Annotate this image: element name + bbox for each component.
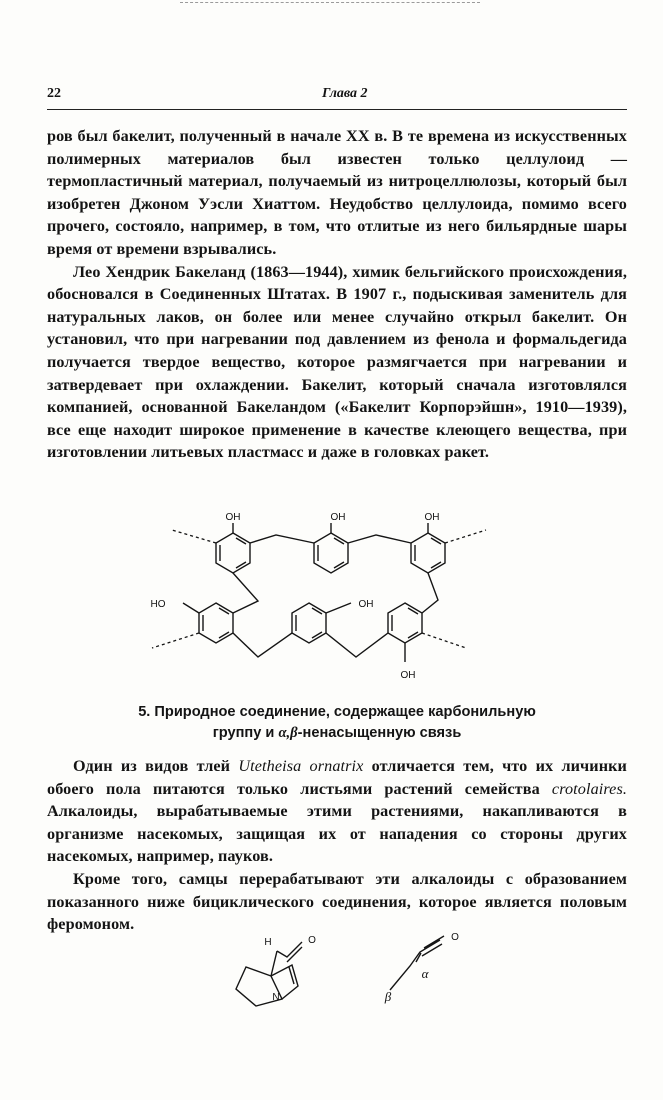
pheromone-structures-figure <box>0 925 663 1025</box>
label-beta: β <box>384 989 392 1004</box>
label-o2: O <box>451 932 459 943</box>
p3-mid: отличается тем, что их личинки обоего пола питаются только листьями растений семейства <box>47 757 627 798</box>
paragraph-baekeland: Лео Хендрик Бакеланд (1863—1944), химик бельгийского происхождения, обосновался в Соединенных Штатах. В 1907 г., подыскивая заменитель для натуральных лаков, он более или менее случайно открыл бакелит. Он установил, что при нагревании под давлением из фенола и формальдегида получается твердое вещество, которое размягчается при нагревании и затвердевает при охлаждении. Бакелит, который сначала изготовлялся компанией, основанной Бакеландом («Бакелит Корпорэйшн», 1910—1939), все еще находит широкое применение в качестве клеющего вещества, при изготовлении литьевых пластмасс и даже в головках ракет. <box>47 262 627 462</box>
methylene-bridges <box>183 523 438 662</box>
label-oh-2: OH <box>330 512 346 523</box>
label-oh-1: OH <box>225 512 241 523</box>
top-scan-rule <box>180 2 480 3</box>
running-header <box>47 86 627 106</box>
label-oh-3: OH <box>424 512 440 523</box>
p3-post: Алкалоиды, вырабатываемые этими растениями, накапливаются в организме насекомых, защищая их от нападения со стороны других насекомых, например, пауков. <box>47 802 627 866</box>
phenol-ring-lower-middle <box>292 603 326 643</box>
paragraph-pheromone: Кроме того, самцы перерабатывают эти алкалоиды с образованием показанного ниже бициклического соединения, которое является половым феромоном. <box>47 869 627 934</box>
body-text-top <box>47 125 627 464</box>
section-heading <box>47 702 627 744</box>
label-o: O <box>308 935 316 946</box>
bakelite-structure-figure <box>0 505 663 695</box>
label-n: N <box>272 992 280 1003</box>
paragraph-utetheisa <box>47 755 627 868</box>
section-title-part1: Природное соединение, содержащее карбонильную <box>154 704 536 720</box>
phenol-ring-lower-left <box>199 603 233 643</box>
label-alpha: α <box>421 966 429 981</box>
label-h: H <box>264 937 272 948</box>
phenol-ring-upper-middle <box>314 533 348 573</box>
polymer-chain-ends <box>152 530 486 648</box>
unsaturated-aldehyde-skeleton <box>390 936 444 990</box>
paragraph-celluloid: ров был бакелит, полученный в начале XX в. В те времена из искусственных полимерных материалов был известен только целлулоид — термопластичный материал, получаемый из нитроцеллюлозы, который был изобретен Джоном Уэсли Хиаттом. Неудобство целлулоида, помимо всего прочего, состояло, например, в том, что отлитые из него бильярдные шары время от времени взрывались. <box>47 127 627 258</box>
species-name: Utetheisa ornatrix <box>238 757 364 775</box>
section-title-line1 <box>47 702 627 723</box>
header-rule <box>47 109 627 110</box>
label-oh-bottom: OH <box>400 670 416 681</box>
section-number: 5. <box>138 704 151 720</box>
phenol-ring-lower-right <box>388 603 422 643</box>
section-title-greek: α,β <box>278 725 298 741</box>
phenol-ring-upper-left <box>216 533 250 573</box>
label-oh-center: OH <box>358 599 374 610</box>
chapter-title: Глава 2 <box>322 86 368 101</box>
phenol-ring-upper-right <box>411 533 445 573</box>
family-name: crotolaires. <box>551 779 627 798</box>
label-ho-left: HO <box>150 599 166 610</box>
p3-pre: Один из видов тлей <box>73 757 239 775</box>
section-title-part2-post: -ненасыщенную связь <box>297 725 462 741</box>
bicyclic-aldehyde <box>236 942 302 1006</box>
page-number: 22 <box>47 86 61 101</box>
section-title-part2-pre: группу и <box>212 725 279 741</box>
section-title-line2 <box>47 723 627 744</box>
body-text-bottom <box>47 755 627 936</box>
